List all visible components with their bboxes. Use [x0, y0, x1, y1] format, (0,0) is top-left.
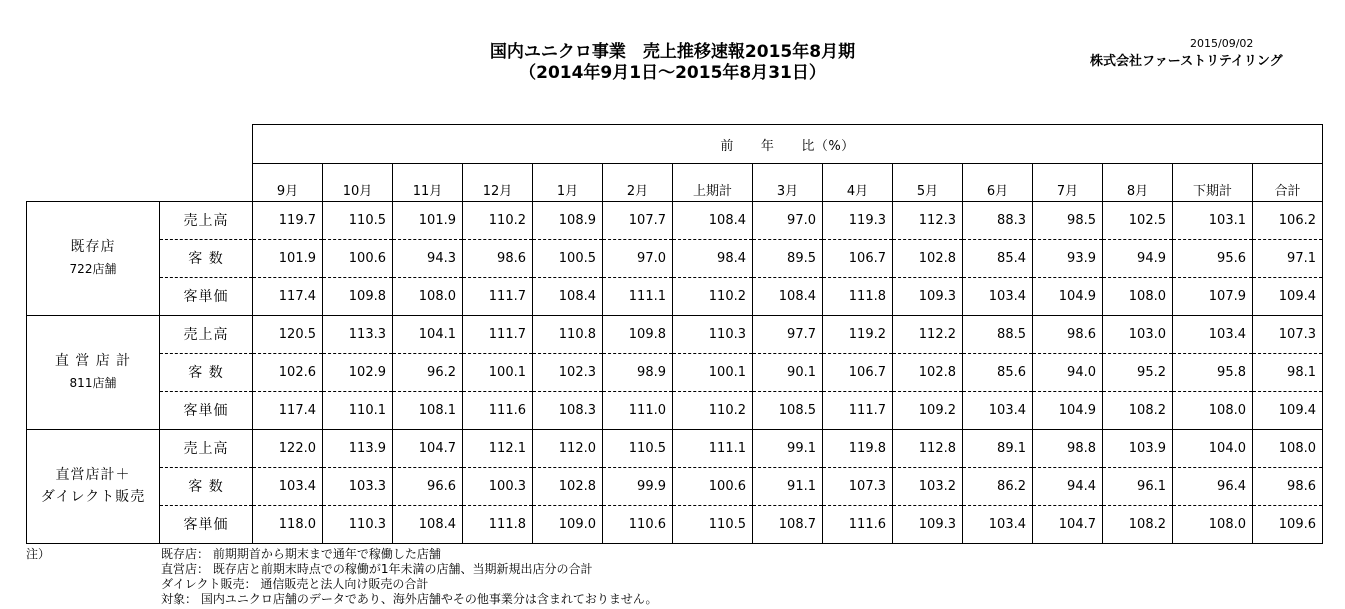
value-cell: 110.3	[323, 505, 393, 543]
column-header: 7月	[1033, 164, 1103, 202]
value-cell: 103.1	[1173, 201, 1253, 239]
store-group-name: 直 営 店 計	[54, 353, 132, 369]
value-cell: 103.4	[253, 467, 323, 505]
table-row	[27, 315, 1323, 353]
metric-label: 客 数	[160, 467, 253, 505]
month-header-row	[27, 164, 1323, 202]
value-cell: 108.3	[533, 391, 603, 429]
value-cell: 110.6	[603, 505, 673, 543]
value-cell: 117.4	[253, 391, 323, 429]
value-cell: 97.7	[753, 315, 823, 353]
column-header: 12月	[463, 164, 533, 202]
value-cell: 107.7	[603, 201, 673, 239]
report-date: 2015/09/02	[1190, 37, 1254, 50]
value-cell: 111.8	[823, 277, 893, 315]
value-cell: 95.8	[1173, 353, 1253, 391]
value-cell: 108.4	[753, 277, 823, 315]
store-group-cell	[27, 429, 160, 543]
value-cell: 118.0	[253, 505, 323, 543]
value-cell: 110.5	[673, 505, 753, 543]
table-row	[27, 239, 1323, 277]
value-cell: 104.9	[1033, 391, 1103, 429]
value-cell: 94.3	[393, 239, 463, 277]
value-cell: 109.4	[1253, 391, 1323, 429]
value-cell: 96.6	[393, 467, 463, 505]
value-cell: 107.3	[823, 467, 893, 505]
value-cell: 99.1	[753, 429, 823, 467]
value-cell: 113.9	[323, 429, 393, 467]
column-header: 9月	[253, 164, 323, 202]
value-cell: 97.1	[1253, 239, 1323, 277]
table-row	[27, 277, 1323, 315]
column-header: 4月	[823, 164, 893, 202]
value-cell: 111.7	[463, 277, 533, 315]
value-cell: 103.2	[893, 467, 963, 505]
store-count: 811店舗	[69, 376, 117, 390]
value-cell: 94.4	[1033, 467, 1103, 505]
value-cell: 109.8	[603, 315, 673, 353]
value-cell: 96.1	[1103, 467, 1173, 505]
value-cell: 110.2	[673, 277, 753, 315]
value-cell: 103.3	[323, 467, 393, 505]
metric-label: 客単価	[160, 505, 253, 543]
value-cell: 100.6	[673, 467, 753, 505]
value-cell: 104.7	[1033, 505, 1103, 543]
value-cell: 109.8	[323, 277, 393, 315]
column-header: 5月	[893, 164, 963, 202]
value-cell: 85.4	[963, 239, 1033, 277]
value-cell: 93.9	[1033, 239, 1103, 277]
value-cell: 120.5	[253, 315, 323, 353]
value-cell: 98.5	[1033, 201, 1103, 239]
table-row	[27, 505, 1323, 543]
value-cell: 108.0	[1173, 505, 1253, 543]
value-cell: 101.9	[393, 201, 463, 239]
table-row	[27, 391, 1323, 429]
column-header: 1月	[533, 164, 603, 202]
value-cell: 98.6	[1253, 467, 1323, 505]
value-cell: 102.9	[323, 353, 393, 391]
value-cell: 88.5	[963, 315, 1033, 353]
value-cell: 89.5	[753, 239, 823, 277]
value-cell: 112.3	[893, 201, 963, 239]
value-cell: 111.1	[603, 277, 673, 315]
value-cell: 109.6	[1253, 505, 1323, 543]
value-cell: 109.3	[893, 505, 963, 543]
value-cell: 107.9	[1173, 277, 1253, 315]
value-cell: 109.3	[893, 277, 963, 315]
store-count: 722店舗	[69, 262, 117, 276]
value-cell: 97.0	[603, 239, 673, 277]
value-cell: 90.1	[753, 353, 823, 391]
metric-label: 売上高	[160, 315, 253, 353]
table-row	[27, 429, 1323, 467]
column-header: 6月	[963, 164, 1033, 202]
store-group-name-line2: ダイレクト販売	[40, 489, 146, 505]
value-cell: 85.6	[963, 353, 1033, 391]
metric-label: 客 数	[160, 353, 253, 391]
value-cell: 111.6	[463, 391, 533, 429]
value-cell: 98.1	[1253, 353, 1323, 391]
metric-label: 売上高	[160, 429, 253, 467]
value-cell: 103.4	[963, 277, 1033, 315]
value-cell: 91.1	[753, 467, 823, 505]
note-line: ダイレクト販売： 通信販売と法人向け販売の合計	[161, 577, 429, 591]
table-body	[27, 201, 1323, 543]
value-cell: 108.2	[1103, 505, 1173, 543]
value-cell: 111.7	[823, 391, 893, 429]
store-group-cell	[27, 201, 160, 315]
value-cell: 100.3	[463, 467, 533, 505]
value-cell: 103.4	[1173, 315, 1253, 353]
notes-label: 注）	[26, 547, 51, 561]
value-cell: 110.5	[603, 429, 673, 467]
value-cell: 108.0	[1253, 429, 1323, 467]
value-cell: 111.0	[603, 391, 673, 429]
value-cell: 88.3	[963, 201, 1033, 239]
column-header: 11月	[393, 164, 463, 202]
value-cell: 109.2	[893, 391, 963, 429]
store-group-name: 既存店	[70, 239, 116, 255]
note-line: 対象： 国内ユニクロ店舗のデータであり、海外店舗やその他事業分は含まれておりません。	[161, 592, 658, 606]
value-cell: 108.0	[1103, 277, 1173, 315]
value-cell: 108.0	[393, 277, 463, 315]
value-cell: 86.2	[963, 467, 1033, 505]
table-corner	[27, 125, 253, 164]
value-cell: 112.0	[533, 429, 603, 467]
table-row	[27, 467, 1323, 505]
value-cell: 108.0	[1173, 391, 1253, 429]
table-row	[27, 201, 1323, 239]
value-cell: 106.2	[1253, 201, 1323, 239]
value-cell: 103.4	[963, 505, 1033, 543]
value-cell: 100.6	[323, 239, 393, 277]
value-cell: 108.7	[753, 505, 823, 543]
yoy-header: 前 年 比（%）	[253, 125, 1323, 164]
metric-label: 客単価	[160, 277, 253, 315]
value-cell: 110.3	[673, 315, 753, 353]
value-cell: 98.6	[463, 239, 533, 277]
value-cell: 98.6	[1033, 315, 1103, 353]
value-cell: 110.5	[323, 201, 393, 239]
value-cell: 103.0	[1103, 315, 1173, 353]
column-header: 合計	[1253, 164, 1323, 202]
value-cell: 111.6	[823, 505, 893, 543]
value-cell: 99.9	[603, 467, 673, 505]
column-header: 3月	[753, 164, 823, 202]
sales-table-container	[26, 124, 1323, 544]
value-cell: 97.0	[753, 201, 823, 239]
value-cell: 103.4	[963, 391, 1033, 429]
value-cell: 104.9	[1033, 277, 1103, 315]
value-cell: 98.9	[603, 353, 673, 391]
note-line: 直営店： 既存店と前期末時点での稼働が1年未満の店舗、当期新規出店分の合計	[161, 562, 593, 576]
table-corner-lower	[27, 164, 253, 202]
value-cell: 109.4	[1253, 277, 1323, 315]
value-cell: 111.1	[673, 429, 753, 467]
value-cell: 112.8	[893, 429, 963, 467]
value-cell: 89.1	[963, 429, 1033, 467]
value-cell: 101.9	[253, 239, 323, 277]
value-cell: 117.4	[253, 277, 323, 315]
note-line: 既存店： 前期期首から期末まで通年で稼働した店舗	[161, 547, 441, 561]
report-title: 国内ユニクロ事業 売上推移速報2015年8月期	[489, 42, 856, 62]
value-cell: 106.7	[823, 353, 893, 391]
value-cell: 104.1	[393, 315, 463, 353]
value-cell: 108.9	[533, 201, 603, 239]
value-cell: 100.1	[673, 353, 753, 391]
value-cell: 102.3	[533, 353, 603, 391]
value-cell: 95.6	[1173, 239, 1253, 277]
metric-label: 客単価	[160, 391, 253, 429]
value-cell: 96.4	[1173, 467, 1253, 505]
value-cell: 108.1	[393, 391, 463, 429]
value-cell: 95.2	[1103, 353, 1173, 391]
value-cell: 104.7	[393, 429, 463, 467]
value-cell: 96.2	[393, 353, 463, 391]
value-cell: 102.8	[893, 353, 963, 391]
store-group-cell	[27, 315, 160, 429]
value-cell: 100.5	[533, 239, 603, 277]
value-cell: 103.9	[1103, 429, 1173, 467]
value-cell: 108.2	[1103, 391, 1173, 429]
column-header: 10月	[323, 164, 393, 202]
value-cell: 111.8	[463, 505, 533, 543]
value-cell: 108.5	[753, 391, 823, 429]
value-cell: 102.8	[533, 467, 603, 505]
report-period: （2014年9月1日～2015年8月31日）	[519, 63, 826, 83]
value-cell: 112.2	[893, 315, 963, 353]
value-cell: 98.4	[673, 239, 753, 277]
value-cell: 119.8	[823, 429, 893, 467]
value-cell: 119.2	[823, 315, 893, 353]
value-cell: 108.4	[533, 277, 603, 315]
column-header: 下期計	[1173, 164, 1253, 202]
value-cell: 111.7	[463, 315, 533, 353]
value-cell: 104.0	[1173, 429, 1253, 467]
column-header: 上期計	[673, 164, 753, 202]
value-cell: 110.2	[673, 391, 753, 429]
value-cell: 94.0	[1033, 353, 1103, 391]
sales-table	[26, 124, 1323, 544]
value-cell: 110.1	[323, 391, 393, 429]
column-header: 2月	[603, 164, 673, 202]
metric-label: 客 数	[160, 239, 253, 277]
value-cell: 109.0	[533, 505, 603, 543]
value-cell: 102.6	[253, 353, 323, 391]
company-name: 株式会社ファーストリテイリング	[1090, 54, 1283, 69]
value-cell: 94.9	[1103, 239, 1173, 277]
value-cell: 110.2	[463, 201, 533, 239]
value-cell: 119.7	[253, 201, 323, 239]
value-cell: 122.0	[253, 429, 323, 467]
table-row	[27, 353, 1323, 391]
metric-label: 売上高	[160, 201, 253, 239]
value-cell: 98.8	[1033, 429, 1103, 467]
value-cell: 106.7	[823, 239, 893, 277]
column-header: 8月	[1103, 164, 1173, 202]
value-cell: 108.4	[393, 505, 463, 543]
value-cell: 112.1	[463, 429, 533, 467]
value-cell: 113.3	[323, 315, 393, 353]
store-group-name: 直営店計＋	[55, 467, 131, 483]
value-cell: 102.5	[1103, 201, 1173, 239]
value-cell: 119.3	[823, 201, 893, 239]
value-cell: 102.8	[893, 239, 963, 277]
value-cell: 108.4	[673, 201, 753, 239]
value-cell: 110.8	[533, 315, 603, 353]
value-cell: 100.1	[463, 353, 533, 391]
value-cell: 107.3	[1253, 315, 1323, 353]
